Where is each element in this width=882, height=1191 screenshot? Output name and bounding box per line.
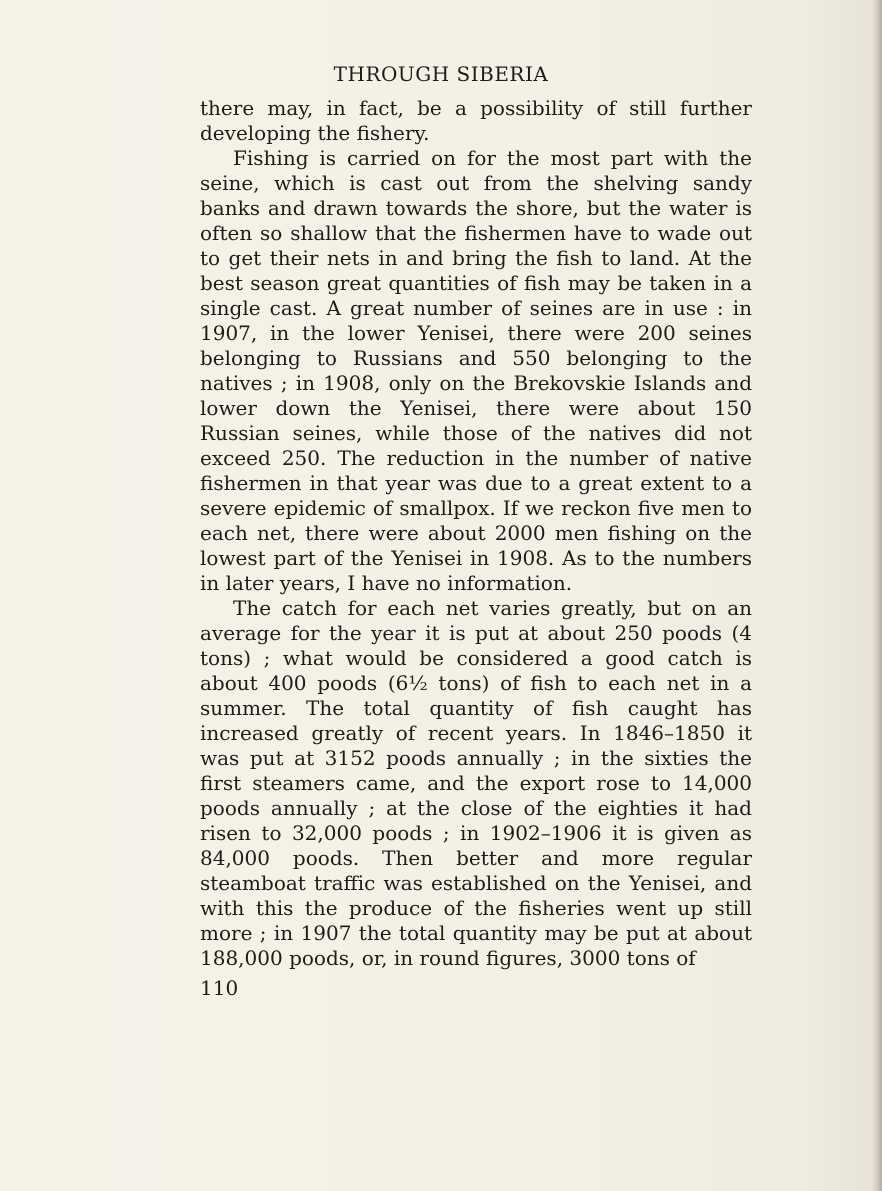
paragraph-fishing-methods: Fishing is carried on for the most part with the seine, which is cast out from the shelving sandy banks and drawn towards the shore, but the water is often so shallow that the fishermen have to wade out to get their nets in and bring the fish to land. At the best season great quantities of fish may be taken in a single cast. A great number of seines are in use : in 1907, in the lower Yenisei, there were 200 seines belonging to Russians and 550 belonging to the natives ; in 1908, only on the Brekovskie Islands and lower down the Yenisei, there were about 150 Russian seines, while those of the natives did not exceed 250. The reduction in the number of native fishermen in that year was due to a great extent to a severe epidemic of smallpox. If we reckon five men to each net, there were about 2000 men fishing on the lowest part of the Yenisei in 1908. As to the numbers in later years, I have no information.	[200, 146, 752, 595]
paragraph-continuation: there may, in fact, be a possibility of still further developing the fishery.	[200, 96, 752, 145]
page-number: 110	[200, 976, 239, 1000]
page-edge-shadow	[872, 0, 882, 1191]
paragraph-catch-quantities: The catch for each net varies greatly, but on an average for the year it is put at about 250 poods (4 tons) ; what would be considered a good catch is about 400 poods (6½ tons) of fish to each net in a summer. The total quantity of fish caught has increased greatly of recent years. In 1846–1850 it was put at 3152 poods annually ; in the sixties the first steamers came, and the export rose to 14,000 poods annually ; at the close of the eighties it had risen to 32,000 poods ; in 1902–1906 it is given as 84,000 poods. Then better and more regular steamboat traffic was established on the Yenisei, and with this the produce of the fisheries went up still more ; in 1907 the total quantity may be put at about 188,000 poods, or, in round figures, 3000 tons of	[200, 596, 752, 970]
body-text	[200, 96, 752, 971]
running-header: THROUGH SIBERIA	[333, 62, 549, 86]
